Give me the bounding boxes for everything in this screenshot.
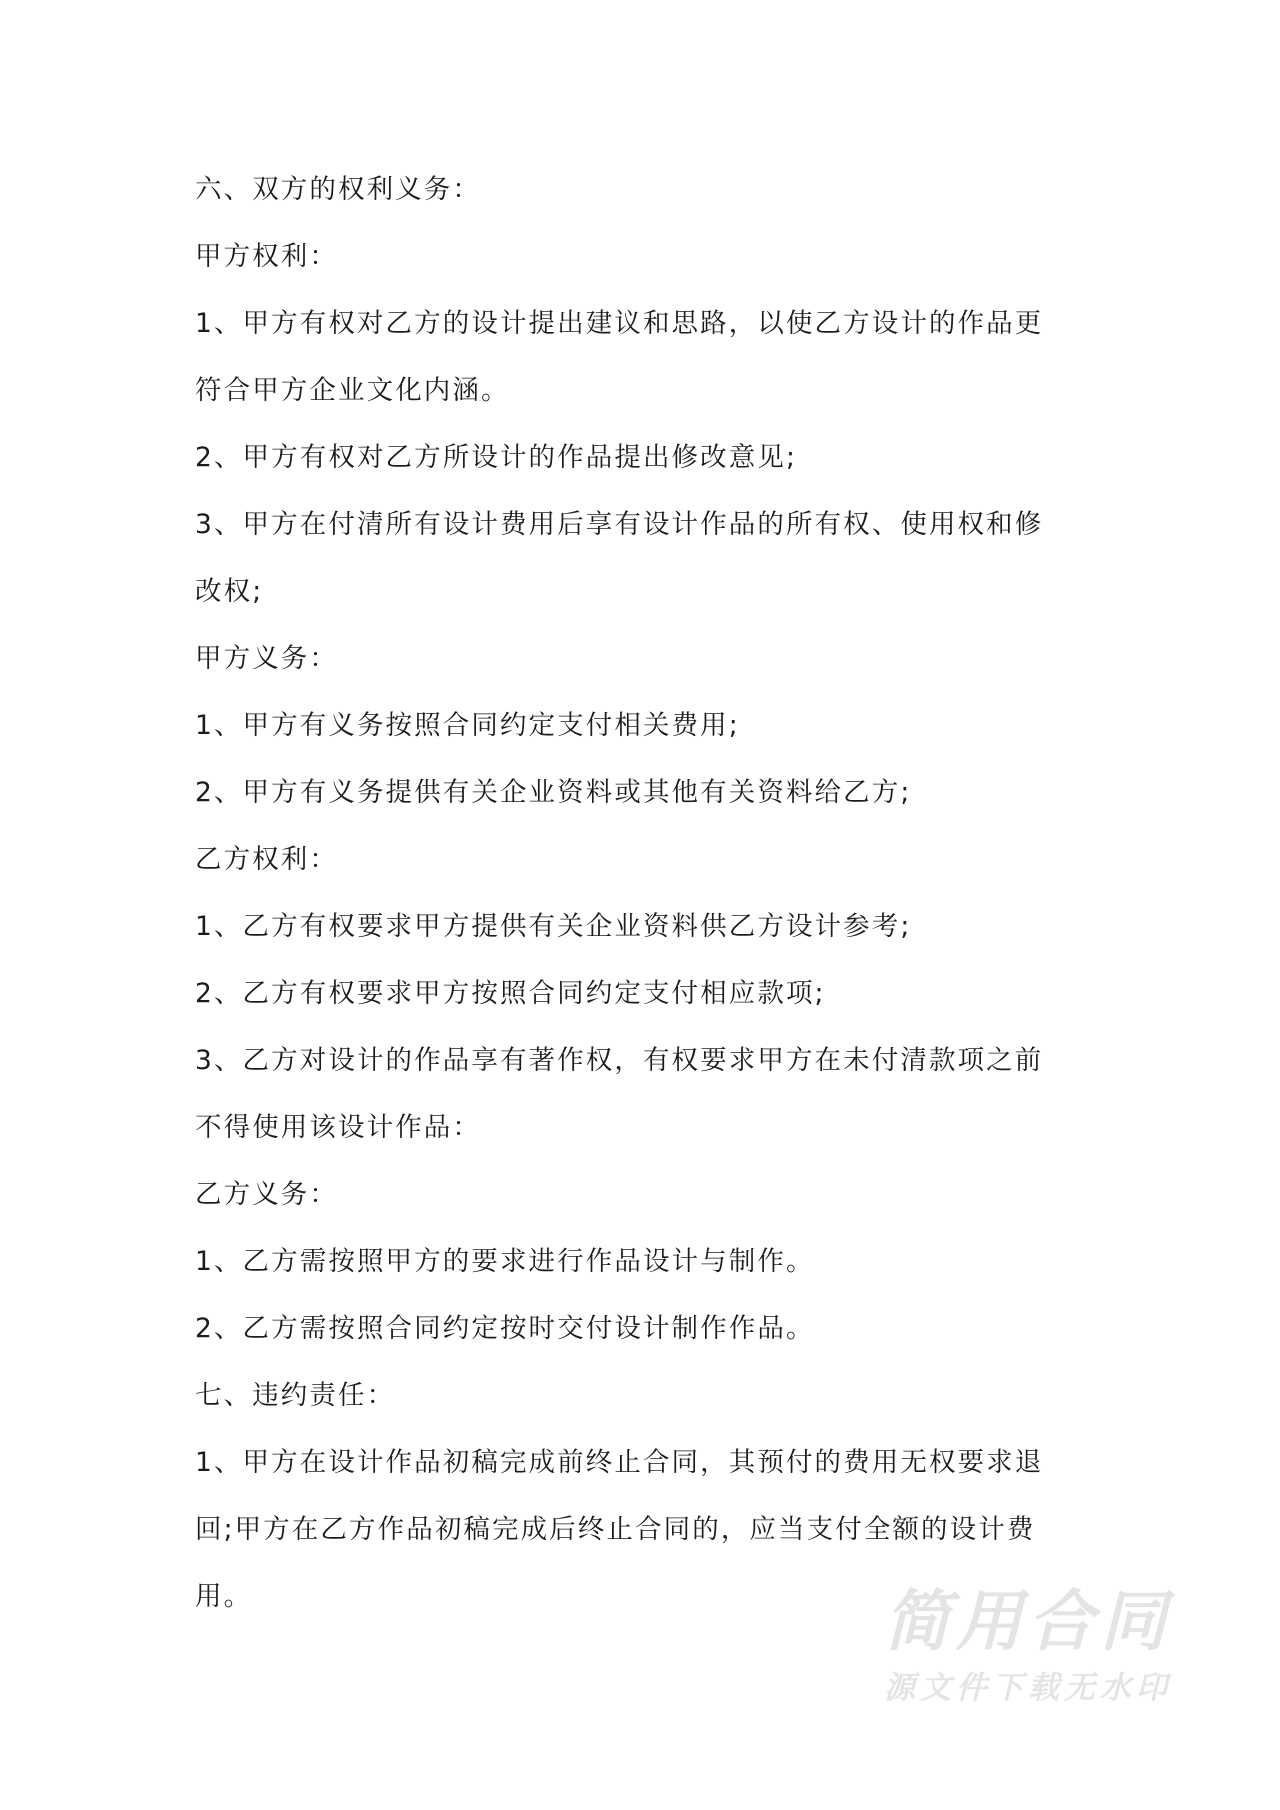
paragraph-line: 1、甲方有义务按照合同约定支付相关费用; <box>195 710 740 741</box>
watermark-subtitle: 源文件下载无水印 <box>884 1670 1172 1706</box>
paragraph-line: 用。 <box>195 1581 253 1612</box>
watermark-title: 简用合同 <box>884 1583 1172 1660</box>
paragraph-line: 2、甲方有权对乙方所设计的作品提出修改意见; <box>195 442 797 473</box>
paragraph-line: 不得使用该设计作品： <box>195 1112 481 1143</box>
paragraph-line: 改权; <box>195 576 264 607</box>
document-body <box>195 156 1095 1630</box>
subheading-party-a-obligations: 甲方义务： <box>195 643 338 674</box>
paragraph-line: 2、甲方有义务提供有关企业资料或其他有关资料给乙方; <box>195 777 912 808</box>
section-heading-breach-liability: 七、违约责任： <box>195 1380 396 1411</box>
paragraph-line: 3、甲方在付清所有设计费用后享有设计作品的所有权、使用权和修 <box>195 509 1044 540</box>
paragraph-line: 1、乙方有权要求甲方提供有关企业资料供乙方设计参考; <box>195 911 912 942</box>
paragraph-line: 2、乙方有权要求甲方按照合同约定支付相应款项; <box>195 978 826 1009</box>
paragraph-line: 符合甲方企业文化内涵。 <box>195 375 510 406</box>
section-heading-rights-obligations: 六、双方的权利义务： <box>195 174 481 205</box>
paragraph-line: 1、甲方在设计作品初稿完成前终止合同，其预付的费用无权要求退 <box>195 1447 1044 1478</box>
paragraph-line: 1、乙方需按照甲方的要求进行作品设计与制作。 <box>195 1246 815 1277</box>
paragraph-line: 1、甲方有权对乙方的设计提出建议和思路，以使乙方设计的作品更 <box>195 308 1044 339</box>
paragraph-line: 回;甲方在乙方作品初稿完成后终止合同的，应当支付全额的设计费 <box>195 1514 1036 1545</box>
subheading-party-b-obligations: 乙方义务： <box>195 1179 338 1210</box>
subheading-party-a-rights: 甲方权利： <box>195 241 338 272</box>
subheading-party-b-rights: 乙方权利： <box>195 844 338 875</box>
paragraph-line: 2、乙方需按照合同约定按时交付设计制作作品。 <box>195 1313 815 1344</box>
paragraph-line: 3、乙方对设计的作品享有著作权，有权要求甲方在未付清款项之前 <box>195 1045 1044 1076</box>
